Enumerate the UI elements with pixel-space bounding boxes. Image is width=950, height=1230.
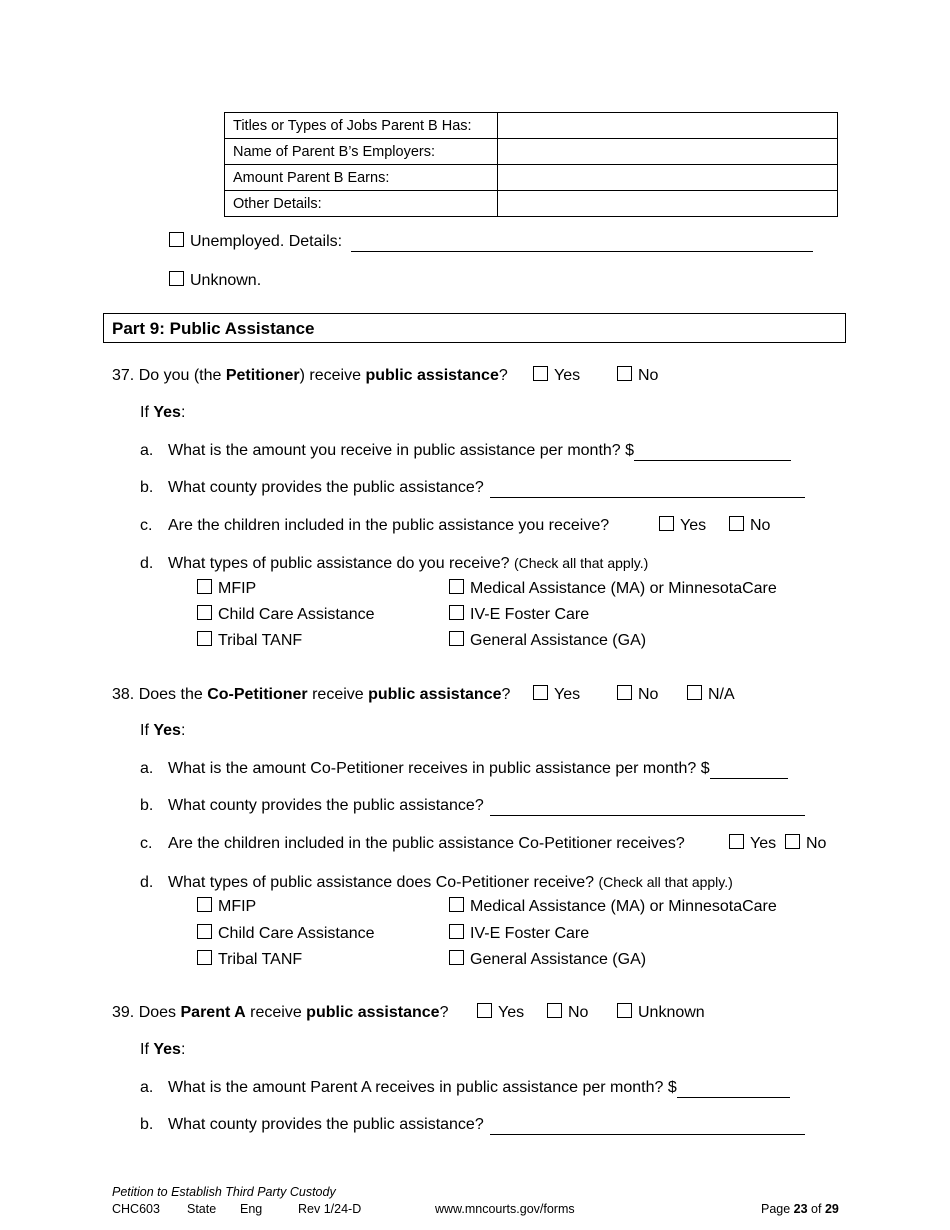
question-text: receive [245, 1004, 307, 1021]
footer-jurisdiction: State [187, 1202, 217, 1216]
q37-county-line[interactable] [490, 481, 805, 498]
question-text: Does [138, 1004, 181, 1021]
if-text-bold: Yes [153, 722, 181, 739]
footer-code: CHC603 [112, 1202, 160, 1216]
q37-type-option [197, 605, 375, 625]
q39-if-yes [140, 1040, 185, 1060]
table-row [225, 139, 838, 165]
q39-a [140, 1078, 790, 1098]
item-letter: b. [140, 797, 154, 814]
q38-d [140, 872, 733, 893]
unknown-label: Unknown. [190, 272, 262, 289]
q37-mfip-checkbox[interactable] [197, 579, 212, 594]
page-of: of [807, 1202, 825, 1216]
option-label: Child Care Assistance [218, 606, 375, 623]
q38-a [140, 759, 788, 779]
q37-c [140, 516, 609, 536]
question-text-bold: public assistance [368, 686, 502, 703]
unknown-option [169, 271, 261, 291]
option-label: No [638, 367, 659, 384]
question-text: ? [439, 1004, 449, 1021]
option-label: MFIP [218, 898, 257, 915]
item-letter: a. [140, 1079, 154, 1096]
question-number: 39. [112, 1004, 135, 1021]
item-letter: b. [140, 1116, 154, 1133]
option-label: IV-E Foster Care [470, 606, 590, 623]
option-label: Tribal TANF [218, 632, 303, 649]
option-label: Medical Assistance (MA) or MinnesotaCare [470, 580, 777, 597]
question-text: receive [307, 686, 369, 703]
q38c-no-checkbox[interactable] [785, 834, 800, 849]
q39-yes-checkbox[interactable] [477, 1003, 492, 1018]
question-39 [112, 1003, 448, 1023]
if-text: : [180, 404, 186, 421]
q38-yes-option [533, 685, 580, 705]
if-text-bold: Yes [153, 404, 181, 421]
page-prefix: Page [761, 1202, 794, 1216]
q37-type-option [449, 631, 646, 651]
item-text: What is the amount Co-Petitioner receives in public assistance per month? $ [168, 760, 710, 777]
q37-type-option [197, 579, 256, 599]
q38-type-option [449, 897, 777, 917]
row-label: Other Details: [225, 191, 498, 217]
q37-type-option [197, 631, 302, 651]
q38-childcare-checkbox[interactable] [197, 924, 212, 939]
q37c-no-checkbox[interactable] [729, 516, 744, 531]
if-text: If [140, 722, 154, 739]
unknown-checkbox[interactable] [169, 271, 184, 286]
q38-ga-checkbox[interactable] [449, 950, 464, 965]
q38c-yes-checkbox[interactable] [729, 834, 744, 849]
q37-type-option [449, 605, 589, 625]
unemployed-label: Unemployed. Details: [190, 233, 343, 250]
q37c-no-option [729, 516, 770, 536]
question-text: ? [498, 367, 508, 384]
row-label: Amount Parent B Earns: [225, 165, 498, 191]
item-text: What types of public assistance do you receive? [168, 555, 510, 572]
q38-type-option [197, 924, 375, 944]
footer-page-number [761, 1202, 839, 1216]
item-text: Are the children included in the public assistance Co-Petitioner receives? [168, 835, 685, 852]
item-text: What is the amount Parent A receives in public assistance per month? $ [168, 1079, 677, 1096]
if-text: If [140, 1041, 154, 1058]
q39-yes-option [477, 1003, 524, 1023]
q38-c [140, 834, 685, 854]
footer-form-title: Petition to Establish Third Party Custody [112, 1185, 336, 1199]
q38c-yes-option [729, 834, 776, 854]
question-text-bold: public assistance [365, 367, 499, 384]
item-text: What county provides the public assistance? [168, 1116, 484, 1133]
if-text: : [180, 722, 186, 739]
footer-revision: Rev 1/24-D [298, 1202, 362, 1216]
option-label: No [806, 835, 827, 852]
q39-b [140, 1115, 805, 1135]
question-number: 37. [112, 367, 135, 384]
employers-input[interactable] [498, 139, 838, 165]
table-row [225, 113, 838, 139]
q37-no-option [617, 366, 658, 386]
option-label: IV-E Foster Care [470, 925, 590, 942]
question-text-bold: Co-Petitioner [207, 686, 308, 703]
q37-a [140, 441, 791, 461]
item-text: What types of public assistance does Co-Petitioner receive? [168, 874, 594, 891]
q38-type-option [449, 924, 589, 944]
option-label: General Assistance (GA) [470, 632, 647, 649]
q37c-yes-checkbox[interactable] [659, 516, 674, 531]
question-number: 38. [112, 686, 135, 703]
item-letter: b. [140, 479, 154, 496]
option-label: Yes [498, 1004, 525, 1021]
q38-type-option [197, 950, 302, 970]
if-text-bold: Yes [153, 1041, 181, 1058]
option-label: General Assistance (GA) [470, 951, 647, 968]
option-label: Tribal TANF [218, 951, 303, 968]
question-text: ? [501, 686, 511, 703]
part-9-header: Part 9: Public Assistance [103, 313, 846, 343]
q39-county-line[interactable] [490, 1118, 805, 1135]
parent-b-jobs-table [224, 112, 838, 217]
q39-no-option [547, 1003, 588, 1023]
q37-tanf-checkbox[interactable] [197, 631, 212, 646]
item-letter: d. [140, 874, 154, 891]
q39-amount-line[interactable] [677, 1081, 790, 1098]
q38-no-option [617, 685, 658, 705]
option-label: Child Care Assistance [218, 925, 375, 942]
question-text-bold: public assistance [306, 1004, 440, 1021]
question-37 [112, 366, 508, 386]
item-text: What is the amount you receive in public assistance per month? $ [168, 442, 635, 459]
option-label: Yes [680, 517, 707, 534]
option-label: Medical Assistance (MA) or MinnesotaCare [470, 898, 777, 915]
q38-na-checkbox[interactable] [687, 685, 702, 700]
q37-amount-line[interactable] [634, 444, 791, 461]
item-letter: c. [140, 517, 153, 534]
q38-type-option [449, 950, 646, 970]
q37-yes-checkbox[interactable] [533, 366, 548, 381]
option-label: No [638, 686, 659, 703]
item-text: Are the children included in the public assistance you receive? [168, 517, 610, 534]
q37-no-checkbox[interactable] [617, 366, 632, 381]
footer-website[interactable]: www.mncourts.gov/forms [435, 1202, 575, 1216]
other-details-input[interactable] [498, 191, 838, 217]
if-text: : [180, 1041, 186, 1058]
q38-ma-checkbox[interactable] [449, 897, 464, 912]
option-label: Yes [750, 835, 777, 852]
unemployed-details-line[interactable] [351, 235, 813, 252]
table-row [225, 165, 838, 191]
page-total: 29 [824, 1202, 839, 1216]
q39-unknown-checkbox[interactable] [617, 1003, 632, 1018]
item-text: What county provides the public assistance? [168, 479, 484, 496]
unemployed-checkbox[interactable] [169, 232, 184, 247]
option-label: MFIP [218, 580, 257, 597]
if-text: If [140, 404, 154, 421]
item-letter: d. [140, 555, 154, 572]
item-letter: a. [140, 442, 154, 459]
item-note: (Check all that apply.) [513, 555, 649, 571]
option-label: No [568, 1004, 589, 1021]
q38c-no-option [785, 834, 826, 854]
option-label: No [750, 517, 771, 534]
q37-ga-checkbox[interactable] [449, 631, 464, 646]
earnings-input[interactable] [498, 165, 838, 191]
footer-language: Eng [240, 1202, 263, 1216]
q39-no-checkbox[interactable] [547, 1003, 562, 1018]
q39-unknown-option [617, 1003, 705, 1023]
q37-d [140, 553, 648, 574]
q37-fostercare-checkbox[interactable] [449, 605, 464, 620]
q37-yes-option [533, 366, 580, 386]
question-text: ) receive [299, 367, 366, 384]
item-note: (Check all that apply.) [598, 874, 733, 890]
q37-type-option [449, 579, 777, 599]
row-label: Name of Parent B’s Employers: [225, 139, 498, 165]
question-text: Do you (the [138, 367, 226, 384]
item-letter: a. [140, 760, 154, 777]
item-text: What county provides the public assistance? [168, 797, 484, 814]
question-text-bold: Parent A [180, 1004, 246, 1021]
option-label: Yes [554, 367, 581, 384]
page-current: 23 [793, 1202, 808, 1216]
q38-no-checkbox[interactable] [617, 685, 632, 700]
q37c-yes-option [659, 516, 706, 536]
q37-b [140, 478, 805, 498]
q38-type-option [197, 897, 256, 917]
q38-mfip-checkbox[interactable] [197, 897, 212, 912]
q38-na-option [687, 685, 735, 705]
q38-yes-checkbox[interactable] [533, 685, 548, 700]
q37-ma-checkbox[interactable] [449, 579, 464, 594]
q38-tanf-checkbox[interactable] [197, 950, 212, 965]
option-label: Unknown [638, 1004, 705, 1021]
row-label: Titles or Types of Jobs Parent B Has: [225, 113, 498, 139]
q38-county-line[interactable] [490, 799, 805, 816]
job-titles-input[interactable] [498, 113, 838, 139]
question-38 [112, 685, 510, 705]
question-text-bold: Petitioner [225, 367, 300, 384]
question-text: Does the [138, 686, 208, 703]
q38-amount-line[interactable] [710, 762, 788, 779]
q37-if-yes [140, 403, 185, 423]
option-label: N/A [708, 686, 735, 703]
q38-fostercare-checkbox[interactable] [449, 924, 464, 939]
option-label: Yes [554, 686, 581, 703]
item-letter: c. [140, 835, 153, 852]
q37-childcare-checkbox[interactable] [197, 605, 212, 620]
unemployed-option [169, 232, 813, 252]
q38-if-yes [140, 721, 185, 741]
table-row [225, 191, 838, 217]
q38-b [140, 796, 805, 816]
